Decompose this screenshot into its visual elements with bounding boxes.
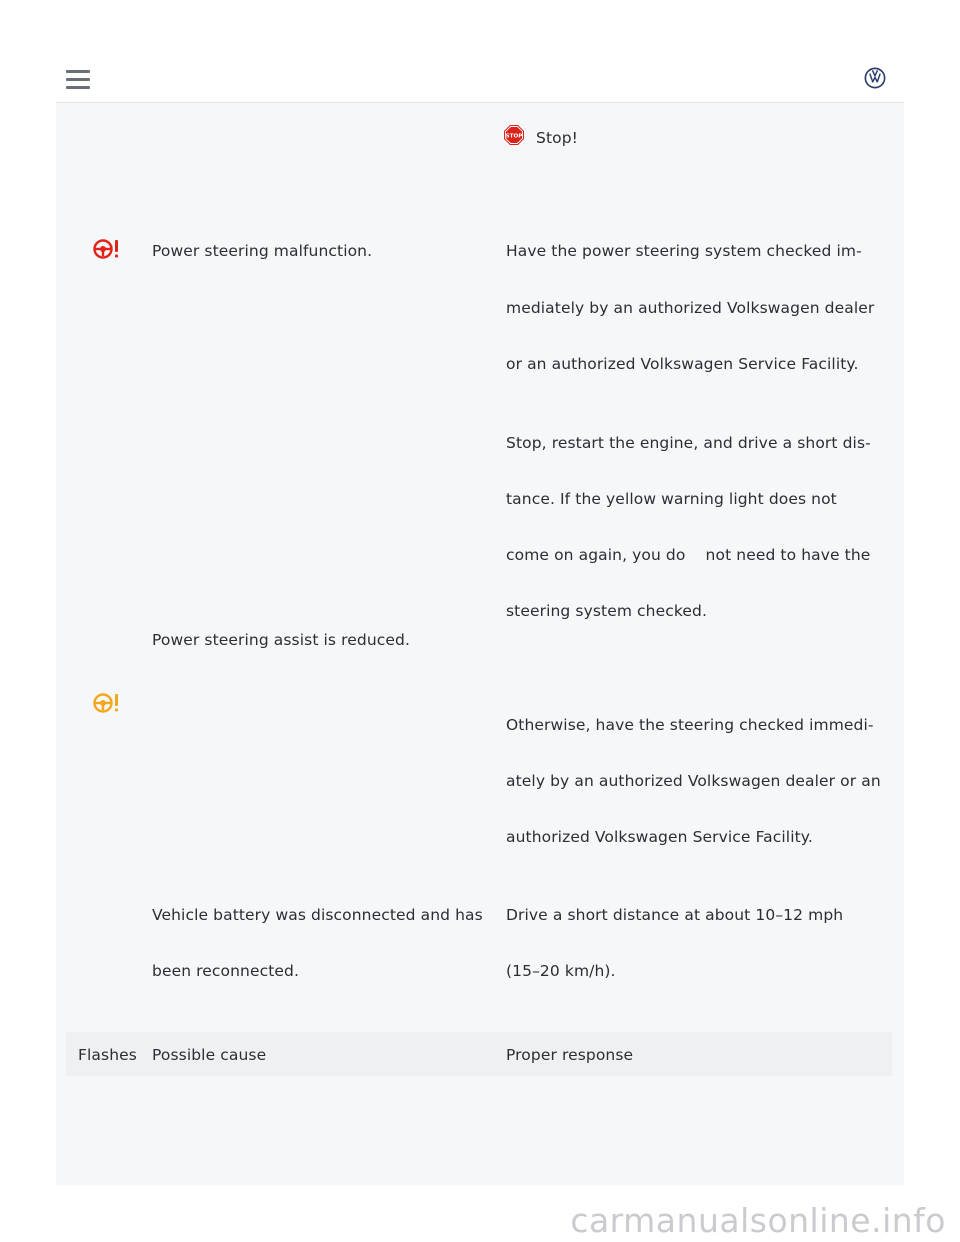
response-line: Have the power steering system checked im- — [506, 242, 862, 260]
hamburger-menu-icon[interactable] — [66, 70, 90, 90]
response-line: tance. If the yellow warning light does not — [506, 490, 837, 508]
response-line: Otherwise, have the steering checked immedi- — [506, 716, 874, 734]
volkswagen-logo-icon[interactable] — [864, 67, 886, 89]
response-line: mediately by an authorized Volkswagen dealer — [506, 299, 875, 317]
response-line: authorized Volkswagen Service Facility. — [506, 828, 813, 846]
stop-label: Stop! — [536, 129, 578, 147]
top-bar — [56, 54, 904, 103]
column-header-flashes: Flashes — [78, 1046, 137, 1064]
cause-text: Power steering malfunction. — [152, 242, 373, 260]
response-line: ately by an authorized Volkswagen dealer or an — [506, 772, 881, 790]
cause-line: Vehicle battery was disconnected and has — [152, 906, 483, 924]
cause-text: Power steering assist is reduced. — [152, 631, 410, 649]
response-line: Stop, restart the engine, and drive a short dis- — [506, 434, 871, 452]
response-line: Drive a short distance at about 10–12 mph — [506, 906, 844, 924]
cause-line: been reconnected. — [152, 962, 300, 980]
stop-sign-icon — [503, 124, 525, 146]
column-header-possible-cause: Possible cause — [152, 1046, 267, 1064]
response-line: (15–20 km/h). — [506, 962, 616, 980]
column-header-proper-response: Proper response — [506, 1046, 634, 1064]
svg-text:STOP: STOP — [505, 133, 523, 140]
watermark: carmanualsonline.info — [570, 1201, 946, 1240]
response-line: steering system checked. — [506, 602, 707, 620]
red-power-steering-warning-icon — [93, 238, 121, 260]
response-line: come on again, you do not need to have the — [506, 546, 871, 564]
yellow-power-steering-warning-icon — [93, 692, 121, 714]
response-line: or an authorized Volkswagen Service Facility. — [506, 355, 859, 373]
